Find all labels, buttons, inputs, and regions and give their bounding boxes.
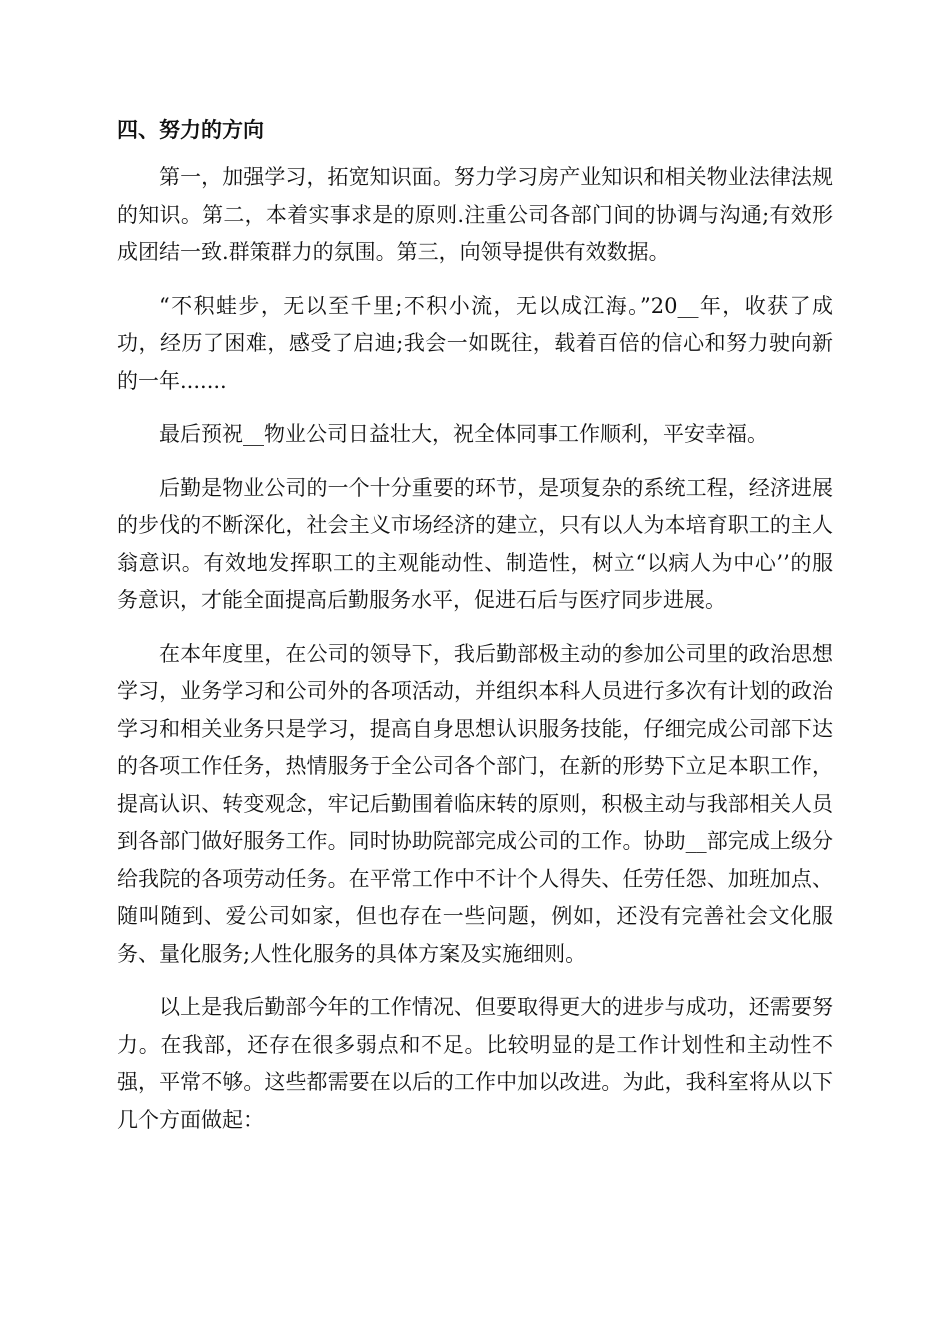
paragraph-wishes: 最后预祝__物业公司日益壮大，祝全体同事工作顺利，平安幸福。 bbox=[159, 422, 768, 446]
section-heading: 四、努力的方向 bbox=[117, 117, 264, 142]
paragraph-study: 第一，加强学习，拓宽知识面。努力学习房产业知识和相关物业法律法规的知识。第二，本着实事求是的原则.注重公司各部门间的协调与沟通;有效形成团结一致.群策群力的氛围。第三，向领导提供有效数据。 bbox=[117, 165, 833, 264]
paragraph-year-review: 在本年度里，在公司的领导下，我后勤部极主动的参加公司里的政治思想学习，业务学习和公司外的各项活动，并组织本科人员进行多次有计划的政治学习和相关业务只是学习，提高自身思想认识服务技能，仔细完成公司部下达的各项工作任务，热情服务于全公司各个部门，在新的形势下立足本职工作，提高认识、转变观念，牢记后勤围着临床转的原则，积极主动与我部相关人员到各部门做好服务工作。同时协助院部完成公司的工作。协助__部完成上级分给我院的各项劳动任务。在平常工作中不计个人得失、任劳任怨、加班加点、随叫随到、爱公司如家，但也存在一些问题，例如，还没有完善社会文化服务、量化服务;人性化服务的具体方案及实施细则。 bbox=[117, 641, 833, 966]
paragraph-logistics-intro: 后勤是物业公司的一个十分重要的环节，是项复杂的系统工程，经济进展的步伐的不断深化，社会主义市场经济的建立，只有以人为本培育职工的主人翁意识。有效地发挥职工的主观能动性、制造性，树立“以病人为中心’’的服务意识，才能全面提高后勤服务水平，促进石后与医疗同步进展。 bbox=[117, 475, 833, 612]
paragraph-quote: “不积蛙步，无以至千里;不积小流，无以成江海。”20__年，收获了成功，经历了困难，感受了启迪;我会一如既往，载着百倍的信心和努力驶向新的一年....... bbox=[117, 293, 833, 393]
document-page bbox=[117, 112, 833, 1155]
paragraph-summary: 以上是我后勤部今年的工作情况、但要取得更大的进步与成功，还需要努力。在我部，还存在很多弱点和不足。比较明显的是工作计划性和主动性不强，平常不够。这些都需要在以后的工作中加以改进。为此，我科室将从以下几个方面做起： bbox=[117, 995, 833, 1132]
